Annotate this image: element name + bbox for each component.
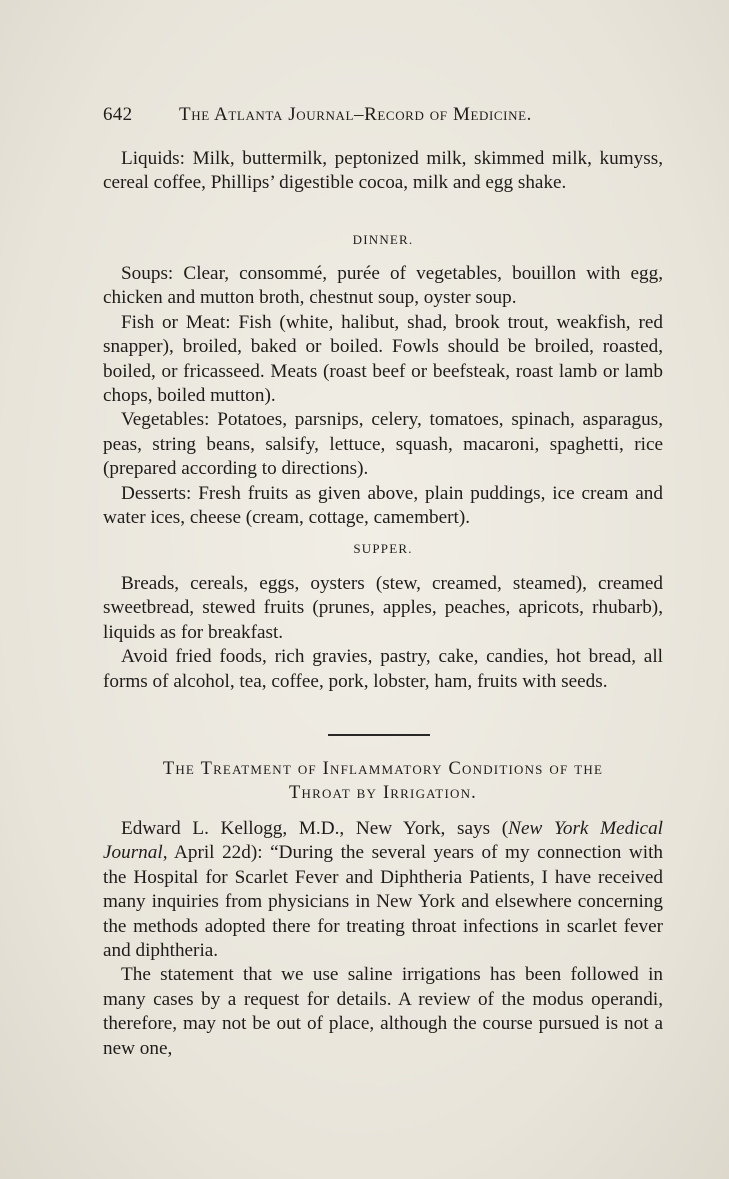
dinner-block xyxy=(103,262,663,530)
article-title xyxy=(103,757,663,805)
liquids-paragraph: Liquids: Milk, buttermilk, peptonized milk, skimmed milk, kumyss, cereal coffee, Phillips’ digestible cocoa, milk and egg shake. xyxy=(103,148,663,194)
dinner-heading: DINNER. xyxy=(352,232,414,247)
fish-meat-paragraph: Fish or Meat: Fish (white, halibut, shad, brook trout, weakfish, red snapper), broiled, baked or boiled. Fowls should be broiled, roasted, boiled, or fricasseed. Meats (roast beef or beefsteak, roast lamb or lamb chops, boiled mutton). xyxy=(103,311,663,407)
p1-pre: Edward L. Kellogg, M.D., New York, says ( xyxy=(121,818,509,839)
article-title-line-1: The Treatment of Inflammatory Conditions of the xyxy=(162,759,604,779)
page-number: 642 xyxy=(103,104,133,125)
running-title: The Atlanta Journal–Record of Medicine. xyxy=(179,104,532,125)
supper-heading: SUPPER. xyxy=(353,541,413,556)
section-divider xyxy=(328,734,430,736)
article-title-line-2: Throat by Irrigation. xyxy=(289,783,477,803)
avoid-paragraph: Avoid fried foods, rich gravies, pastry, cake, candies, hot bread, all forms of alcohol, tea, coffee, pork, lobster, ham, fruits with seeds. xyxy=(103,646,663,692)
article-paragraph-1 xyxy=(103,817,663,963)
supper-block xyxy=(103,572,663,694)
breads-paragraph: Breads, cereals, eggs, oysters (stew, creamed, steamed), creamed sweetbread, stewed fruits (prunes, apples, peaches, apricots, rhubarb), liquids as for breakfast. xyxy=(103,573,663,643)
journal-name: New York Medical Journal xyxy=(103,818,663,864)
article-paragraph-2: The statement that we use saline irrigations has been followed in many cases by a request for details. A review of the modus operandi, therefore, may not be out of place, although the course pursued is not a new one, xyxy=(103,964,663,1059)
p1-post: , April 22d): “During the several years of my connection with the Hospital for Scarlet Fever and Diphtheria Patients, I have received many inquiries from physicians in New York and elsewhere concerning the methods adopted there for treating throat infections in scarlet fever and diphtheria. xyxy=(103,842,663,962)
article-body xyxy=(103,817,663,1061)
soups-paragraph: Soups: Clear, consommé, purée of vegetables, bouillon with egg, chicken and mutton broth, chestnut soup, oyster soup. xyxy=(103,263,663,309)
intro-block xyxy=(103,147,663,196)
vegetables-paragraph: Vegetables: Potatoes, parsnips, celery, tomatoes, spinach, asparagus, peas, string beans, salsify, lettuce, squash, macaroni, spaghetti, rice (prepared according to directions). xyxy=(103,409,663,480)
desserts-paragraph: Desserts: Fresh fruits as given above, plain puddings, ice cream and water ices, cheese (cream, cottage, camembert). xyxy=(103,482,663,529)
